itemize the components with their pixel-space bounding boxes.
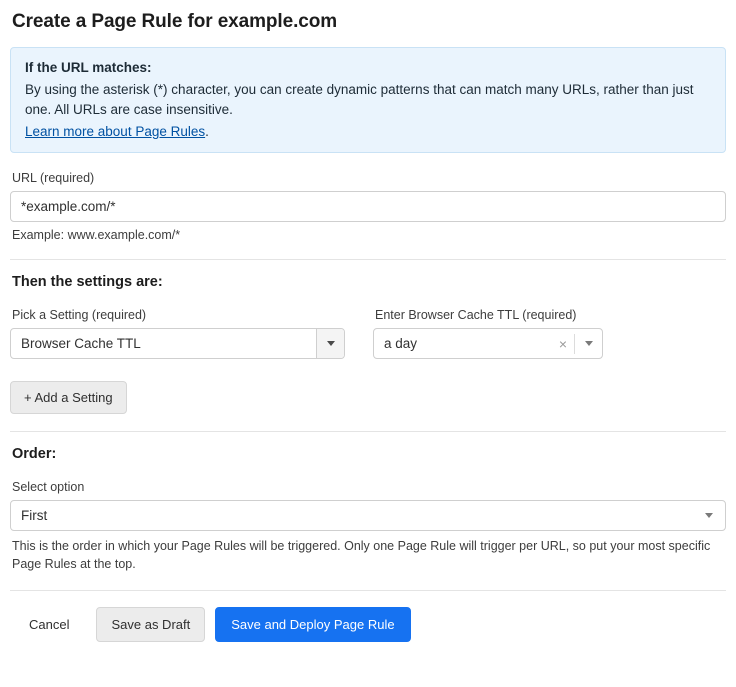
callout-title: If the URL matches: xyxy=(25,60,152,75)
setting-picker-select[interactable] xyxy=(10,328,345,359)
callout-link-suffix: . xyxy=(205,124,209,139)
ttl-select[interactable] xyxy=(373,328,603,359)
save-and-deploy-button[interactable]: Save and Deploy Page Rule xyxy=(215,607,410,642)
setting-picker-value: Browser Cache TTL xyxy=(21,336,141,351)
learn-more-link[interactable]: Learn more about Page Rules xyxy=(25,124,206,139)
chevron-down-icon[interactable] xyxy=(705,513,713,518)
setting-picker-label: Pick a Setting (required) xyxy=(12,308,147,322)
ttl-value: a day xyxy=(384,336,418,351)
settings-row xyxy=(10,290,726,359)
add-setting-button[interactable]: + Add a Setting xyxy=(10,381,127,414)
url-match-callout xyxy=(10,47,726,153)
chevron-down-icon[interactable] xyxy=(575,341,602,346)
url-input[interactable] xyxy=(10,191,726,222)
callout-body: By using the asterisk (*) character, you can create dynamic patterns that can match many URLs, rather than just one. All URLs are case insensitive. xyxy=(25,82,694,117)
order-section-title: Order: xyxy=(12,446,57,462)
chevron-down-icon[interactable] xyxy=(316,329,344,358)
settings-section-title: Then the settings are: xyxy=(12,274,163,290)
form-footer xyxy=(10,607,726,642)
url-example-hint: Example: www.example.com/* xyxy=(12,228,181,242)
divider-1 xyxy=(10,259,726,260)
order-help-text: This is the order in which your Page Rules will be triggered. Only one Page Rule will trigger per URL, so put your most specific Page Rules at the top. xyxy=(12,539,711,571)
order-select[interactable] xyxy=(10,500,726,531)
page-rule-form xyxy=(0,11,736,687)
divider-2 xyxy=(10,431,726,432)
order-select-label: Select option xyxy=(12,480,85,494)
page-title: Create a Page Rule for example.com xyxy=(12,11,338,32)
divider-3 xyxy=(10,590,726,591)
ttl-column xyxy=(373,290,603,359)
order-select-value: First xyxy=(21,508,48,523)
setting-picker-column xyxy=(10,290,350,359)
url-field-label: URL (required) xyxy=(12,171,95,185)
cancel-button[interactable]: Cancel xyxy=(12,607,86,642)
callout-link-row xyxy=(25,124,711,139)
close-icon[interactable]: × xyxy=(558,335,567,352)
ttl-label: Enter Browser Cache TTL (required) xyxy=(375,308,577,322)
save-as-draft-button[interactable]: Save as Draft xyxy=(96,607,205,642)
